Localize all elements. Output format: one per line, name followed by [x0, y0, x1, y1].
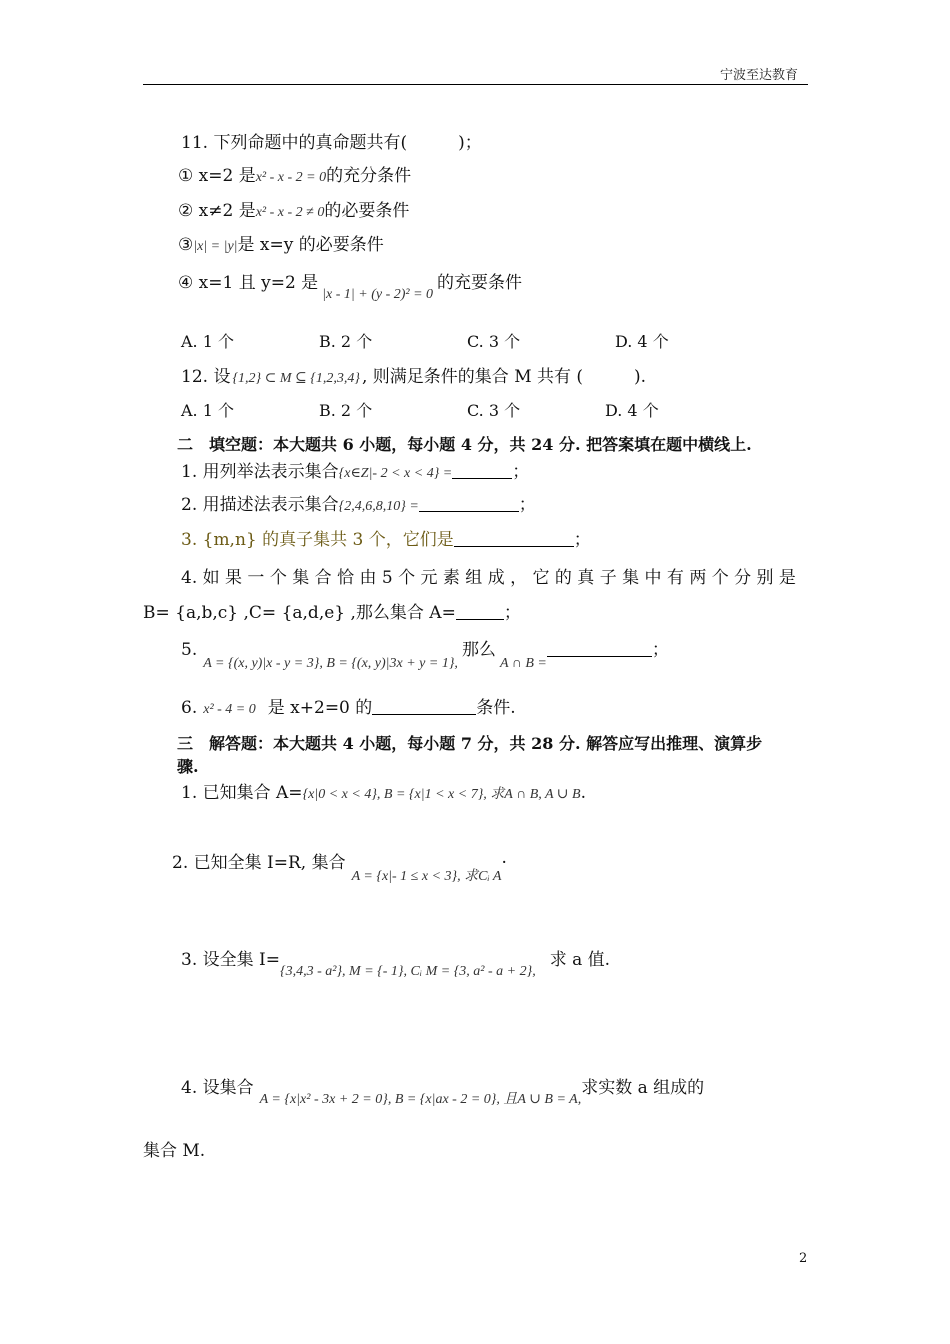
fill-5-pre: 5.	[181, 640, 198, 660]
fill-1	[181, 457, 529, 482]
fill-1-pre: 1. 用列举法表示集合	[181, 462, 339, 482]
fill-1-blank	[452, 462, 512, 479]
fill-5-math: A = {(x, y)|x - y = 3}, B = {(x, y)|3x + y = 1},	[203, 656, 458, 671]
q11-option-b: B. 2 个	[319, 332, 373, 351]
fill-2-pre: 2. 用描述法表示集合	[181, 495, 339, 515]
answer-2-math: A = {x|- 1 ≤ x < 3}, 求Cᵢ A	[351, 869, 502, 884]
answer-1	[181, 778, 586, 803]
q11-stem: 11. 下列命题中的真命题共有( )；	[181, 133, 482, 153]
fill-1-math: {x∈Z|- 2 < x < 4} =	[338, 466, 453, 481]
fill-1-post: ；	[512, 462, 530, 482]
answer-4-math: A = {x|x² - 3x + 2 = 0}, B = {x|ax - 2 = 0}, 且A ∪ B = A,	[259, 1092, 582, 1107]
fill-6-math: x² - 4 = 0	[203, 702, 256, 717]
q11-option-d: D. 4 个	[615, 332, 669, 351]
q11-item-4-pre: ④ x=1 且 y=2 是	[178, 273, 319, 293]
fill-5-blank	[547, 640, 652, 657]
answer-2-post: ·	[501, 853, 507, 873]
q11-item-2	[178, 196, 409, 221]
fill-6-blank	[372, 698, 476, 715]
q11-item-3	[178, 230, 384, 255]
answer-3	[181, 945, 611, 979]
q12-option-c: C. 3 个	[467, 401, 521, 420]
fill-3-blank	[454, 530, 574, 547]
fill-2-blank	[419, 495, 519, 512]
fill-6-pre: 6.	[181, 698, 198, 718]
fill-2-post: ；	[518, 495, 536, 515]
q11-item-3-pre: ③	[178, 235, 194, 255]
fill-5-mid: 那么	[461, 640, 496, 660]
fill-2-math: {2,4,6,8,10} =	[338, 499, 419, 514]
q11-item-2-pre: ② x≠2 是	[178, 201, 256, 221]
fill-6-post: 条件.	[476, 698, 516, 718]
fill-5-post: ；	[651, 640, 669, 660]
fill-3-post: ；	[573, 530, 591, 550]
q12-math: {1,2} ⊂ M ⊆ {1,2,3,4}	[232, 371, 360, 386]
q11-item-4-math: |x - 1| + (y - 2)² = 0	[322, 287, 434, 302]
q12-option-d: D. 4 个	[605, 401, 659, 420]
fill-4-line2	[143, 598, 521, 623]
section2-heading: 二 填空题：本大题共 6 小题，每小题 4 分，共 24 分. 把答案填在题中横线上.	[177, 435, 752, 454]
q11-item-1-post: 的充分条件	[326, 166, 412, 186]
fill-4-blank	[456, 603, 504, 620]
fill-2	[181, 490, 536, 515]
header-rule	[143, 84, 808, 85]
q11-item-1-math: x² - x - 2 = 0	[255, 170, 327, 185]
answer-1-pre: 1. 已知集合 A=	[181, 783, 303, 803]
q12-pre: 12. 设	[181, 367, 231, 387]
q12-option-b: B. 2 个	[319, 401, 373, 420]
fill-4-end: ；	[503, 603, 521, 623]
answer-1-post: .	[580, 783, 586, 803]
q12-post: , 则满足条件的集合 M 共有 ( ).	[361, 367, 647, 387]
q11-option-a: A. 1 个	[181, 332, 234, 351]
answer-3-math: {3,4,3 - a²}, M = {- 1}, Cᵢ M = {3, a² - a + 2},	[280, 964, 536, 979]
fill-3-pre: 3. {m,n} 的真子集共 3 个，它们是	[181, 530, 454, 550]
section3-heading-line1: 三 解答题：本大题共 4 小题，每小题 7 分，共 28 分. 解答应写出推理、演算步	[177, 734, 763, 753]
fill-6-mid: 是 x+2=0 的	[267, 698, 373, 718]
q11-item-2-math: x² - x - 2 ≠ 0	[255, 205, 325, 220]
answer-4-line2: 集合 M.	[143, 1141, 206, 1161]
q11-item-4-post: 的充要条件	[437, 273, 523, 293]
q11-item-3-math: |x| = |y|	[193, 239, 238, 254]
answer-1-math: {x|0 < x < 4}, B = {x|1 < x < 7}, 求A ∩ B, A ∪ B	[302, 787, 581, 802]
answer-3-pre: 3. 设全集 I=	[181, 950, 280, 970]
fill-4-line1: 4. 如 果 一 个 集 合 恰 由 5 个 元 素 组 成 ， 它 的 真 子 集 中 有 两 个 分 别 是	[181, 568, 796, 588]
page-number: 2	[799, 1251, 808, 1266]
answer-3-post: 求 a 值.	[549, 950, 611, 970]
answer-4-pre: 4. 设集合	[181, 1078, 254, 1098]
q11-item-4	[178, 268, 523, 302]
q11-item-3-post: 是 x=y 的必要条件	[237, 235, 384, 255]
answer-2-pre: 2. 已知全集 I=R, 集合	[172, 853, 346, 873]
answer-4-post: 求实数 a 组成的	[581, 1078, 705, 1098]
section3-heading-line2: 骤.	[177, 757, 199, 776]
header-org: 宁波至达教育	[720, 68, 799, 83]
q11-option-c: C. 3 个	[467, 332, 521, 351]
fill-6	[181, 693, 516, 718]
fill-3	[181, 525, 591, 550]
q11-item-1-pre: ① x=2 是	[178, 166, 256, 186]
fill-5-math2: A ∩ B =	[499, 656, 547, 671]
q12-stem	[181, 362, 646, 387]
q11-item-2-post: 的必要条件	[324, 201, 410, 221]
fill-4-body: B= {a,b,c} ,C= {a,d,e} ,那么集合 A=	[143, 603, 456, 623]
q12-option-a: A. 1 个	[181, 401, 234, 420]
q11-item-1	[178, 161, 411, 186]
